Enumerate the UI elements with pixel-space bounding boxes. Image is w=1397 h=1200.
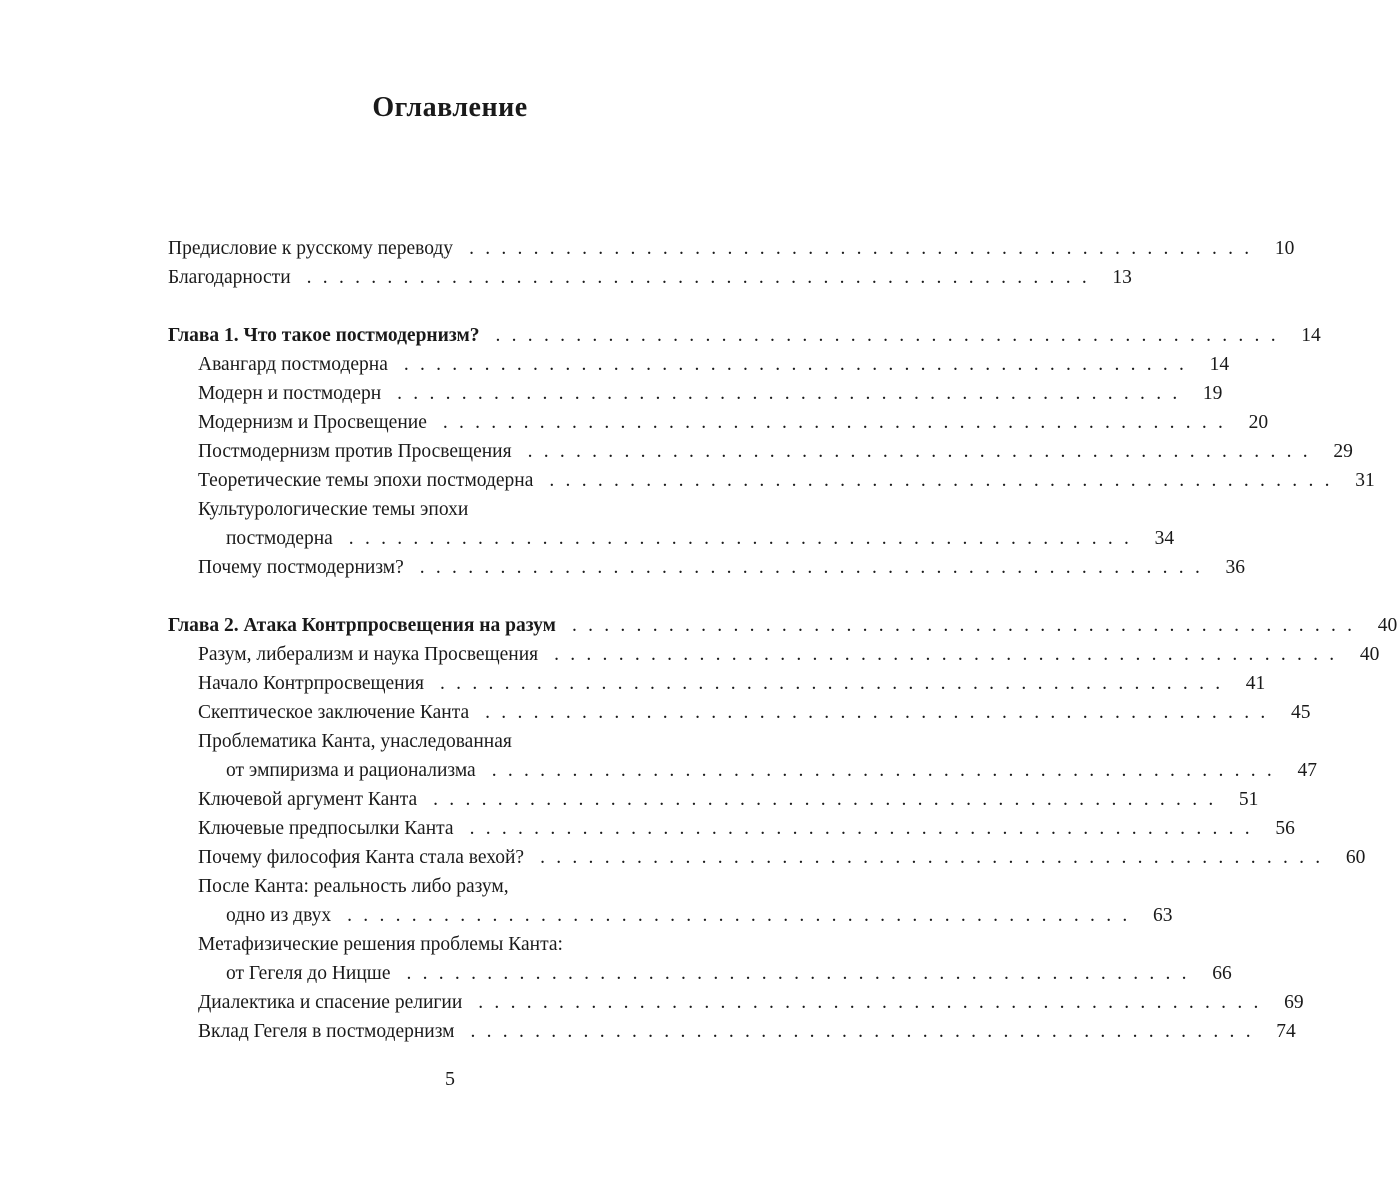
- dot-leader: . . . . . . . . . . . . . . . . . . . . . . . . . . . . . . . . . . . . . . . . . . . . . . . . .: [478, 992, 1262, 1013]
- toc-page-number: 69: [1284, 992, 1304, 1013]
- chapter-title: Глава 2. Атака Контрпросвещения на разум: [168, 615, 556, 636]
- dot-leader: . . . . . . . . . . . . . . . . . . . . . . . . . . . . . . . . . . . . . . . . . . . . . . . . .: [549, 470, 1333, 491]
- dot-leader: . . . . . . . . . . . . . . . . . . . . . . . . . . . . . . . . . . . . . . . . . . . . . . . . .: [495, 325, 1279, 346]
- toc-section[interactable]: [168, 379, 1223, 408]
- dot-leader: . . . . . . . . . . . . . . . . . . . . . . . . . . . . . . . . . . . . . . . . . . . . . . . . .: [527, 441, 1311, 462]
- toc-page-number: 36: [1225, 557, 1246, 578]
- toc-section-label-line1: Проблематика Канта, унаследованная: [198, 731, 512, 752]
- dot-leader: . . . . . . . . . . . . . . . . . . . . . . . . . . . . . . . . . . . . . . . . . . . . . . . . .: [470, 1021, 1254, 1042]
- toc-page-number: 47: [1297, 760, 1317, 781]
- toc-entry-acknowledgements[interactable]: [168, 263, 1132, 292]
- toc-chapter-2[interactable]: [168, 611, 1397, 640]
- toc-section-label: Диалектика и спасение религии: [198, 992, 463, 1013]
- toc-page-number: 10: [1274, 238, 1295, 259]
- toc-section-label: Модернизм и Просвещение: [198, 412, 427, 433]
- toc-spacer: [168, 292, 718, 321]
- toc-section[interactable]: [168, 785, 1259, 814]
- toc-page-number: 19: [1202, 383, 1223, 404]
- toc-section[interactable]: [168, 872, 1173, 930]
- toc-section-label: Ключевые предпосылки Канта: [198, 818, 454, 839]
- toc-section-label: Авангард постмодерна: [198, 354, 388, 375]
- dot-leader: . . . . . . . . . . . . . . . . . . . . . . . . . . . . . . . . . . . . . . . . . . . . . . . . .: [347, 905, 1131, 926]
- dot-leader: . . . . . . . . . . . . . . . . . . . . . . . . . . . . . . . . . . . . . . . . . . . . . . . . .: [403, 354, 1188, 375]
- chapter-title: Глава 1. Что такое постмодернизм?: [168, 325, 480, 346]
- toc-page-number: 31: [1355, 470, 1375, 491]
- toc-section[interactable]: [168, 437, 1353, 466]
- toc-section[interactable]: [168, 408, 1269, 437]
- dot-leader: . . . . . . . . . . . . . . . . . . . . . . . . . . . . . . . . . . . . . . . . . . . . . . . . .: [397, 383, 1181, 404]
- toc-page-number: 60: [1345, 847, 1366, 868]
- toc-section-label: одно из двух: [226, 905, 332, 926]
- dot-leader: . . . . . . . . . . . . . . . . . . . . . . . . . . . . . . . . . . . . . . . . . . . . . . . . .: [469, 238, 1253, 259]
- dot-leader: . . . . . . . . . . . . . . . . . . . . . . . . . . . . . . . . . . . . . . . . . . . . . . . . .: [540, 847, 1324, 868]
- toc-section-label: Начало Контрпросвещения: [198, 673, 425, 694]
- toc-section-label-line1: После Канта: реальность либо разум,: [198, 876, 509, 897]
- toc-page-number: 74: [1276, 1021, 1296, 1042]
- page-number: 5: [445, 1068, 455, 1090]
- table-of-contents: [168, 234, 1397, 1046]
- toc-section-label: Ключевой аргумент Канта: [198, 789, 418, 810]
- toc-section-label: Постмодернизм против Просвещения: [198, 441, 512, 462]
- toc-section[interactable]: [168, 350, 1230, 379]
- toc-section[interactable]: [168, 698, 1311, 727]
- dot-leader: . . . . . . . . . . . . . . . . . . . . . . . . . . . . . . . . . . . . . . . . . . . . . . . . .: [571, 615, 1356, 636]
- toc-section-label: Скептическое заключение Канта: [198, 702, 470, 723]
- toc-section-label-line1: Культурологические темы эпохи: [198, 499, 469, 520]
- toc-section[interactable]: [168, 843, 1366, 872]
- toc-section-label: от Гегеля до Ницше: [226, 963, 391, 984]
- toc-section-label: Теоретические темы эпохи постмодерна: [198, 470, 534, 491]
- toc-spacer: [168, 582, 718, 611]
- page-title: Оглавление: [372, 92, 528, 123]
- toc-page-number: 20: [1248, 412, 1269, 433]
- toc-entry-label: Предисловие к русскому переводу: [168, 238, 454, 259]
- dot-leader: . . . . . . . . . . . . . . . . . . . . . . . . . . . . . . . . . . . . . . . . . . . . . . . . .: [491, 760, 1275, 781]
- dot-leader: . . . . . . . . . . . . . . . . . . . . . . . . . . . . . . . . . . . . . . . . . . . . . . . . .: [419, 557, 1204, 578]
- dot-leader: . . . . . . . . . . . . . . . . . . . . . . . . . . . . . . . . . . . . . . . . . . . . . . . . .: [348, 528, 1133, 549]
- toc-section-label: Вклад Гегеля в постмодернизм: [198, 1021, 455, 1042]
- toc-section-label: Почему постмодернизм?: [198, 557, 404, 578]
- dot-leader: . . . . . . . . . . . . . . . . . . . . . . . . . . . . . . . . . . . . . . . . . . . . . . . . .: [485, 702, 1269, 723]
- dot-leader: . . . . . . . . . . . . . . . . . . . . . . . . . . . . . . . . . . . . . . . . . . . . . . . . .: [306, 267, 1090, 288]
- toc-section[interactable]: [168, 988, 1304, 1017]
- toc-section-label-line1: Метафизические решения проблемы Канта:: [198, 934, 563, 955]
- toc-page-number: 41: [1245, 673, 1266, 694]
- toc-section-label: Модерн и постмодерн: [198, 383, 382, 404]
- toc-page-number: 14: [1209, 354, 1230, 375]
- dot-leader: . . . . . . . . . . . . . . . . . . . . . . . . . . . . . . . . . . . . . . . . . . . . . . . . .: [442, 412, 1227, 433]
- toc-entry-preface[interactable]: [168, 234, 1295, 263]
- toc-page-number: 40: [1359, 644, 1380, 665]
- toc-section-label: Почему философия Канта стала вехой?: [198, 847, 525, 868]
- toc-page-number: 56: [1275, 818, 1295, 839]
- toc-chapter-1[interactable]: [168, 321, 1321, 350]
- toc-section[interactable]: [168, 495, 1175, 553]
- dot-leader: . . . . . . . . . . . . . . . . . . . . . . . . . . . . . . . . . . . . . . . . . . . . . . . . .: [406, 963, 1190, 984]
- dot-leader: . . . . . . . . . . . . . . . . . . . . . . . . . . . . . . . . . . . . . . . . . . . . . . . . .: [433, 789, 1217, 810]
- toc-page-number: 14: [1301, 325, 1321, 346]
- toc-section[interactable]: [168, 814, 1295, 843]
- toc-section[interactable]: [168, 1017, 1296, 1046]
- toc-page-number: 13: [1112, 267, 1132, 288]
- dot-leader: . . . . . . . . . . . . . . . . . . . . . . . . . . . . . . . . . . . . . . . . . . . . . . . . .: [469, 818, 1253, 839]
- toc-section[interactable]: [168, 466, 1375, 495]
- toc-section-label: Разум, либерализм и наука Просвещения: [198, 644, 539, 665]
- toc-section[interactable]: [168, 930, 1232, 988]
- toc-page-number: 66: [1212, 963, 1232, 984]
- toc-page-number: 45: [1290, 702, 1311, 723]
- toc-page-number: 40: [1377, 615, 1397, 636]
- dot-leader: . . . . . . . . . . . . . . . . . . . . . . . . . . . . . . . . . . . . . . . . . . . . . . . . .: [440, 673, 1224, 694]
- toc-section[interactable]: [168, 669, 1266, 698]
- toc-section-label: постмодерна: [226, 528, 333, 549]
- toc-entry-label: Благодарности: [168, 267, 291, 288]
- toc-page-number: 63: [1152, 905, 1173, 926]
- toc-page-number: 51: [1238, 789, 1259, 810]
- toc-page-number: 29: [1333, 441, 1353, 462]
- toc-section-label: от эмпиризма и рационализма: [226, 760, 476, 781]
- toc-section[interactable]: [168, 640, 1380, 669]
- dot-leader: . . . . . . . . . . . . . . . . . . . . . . . . . . . . . . . . . . . . . . . . . . . . . . . . .: [554, 644, 1338, 665]
- toc-section[interactable]: [168, 727, 1317, 785]
- toc-section[interactable]: [168, 553, 1246, 582]
- toc-page-number: 34: [1154, 528, 1175, 549]
